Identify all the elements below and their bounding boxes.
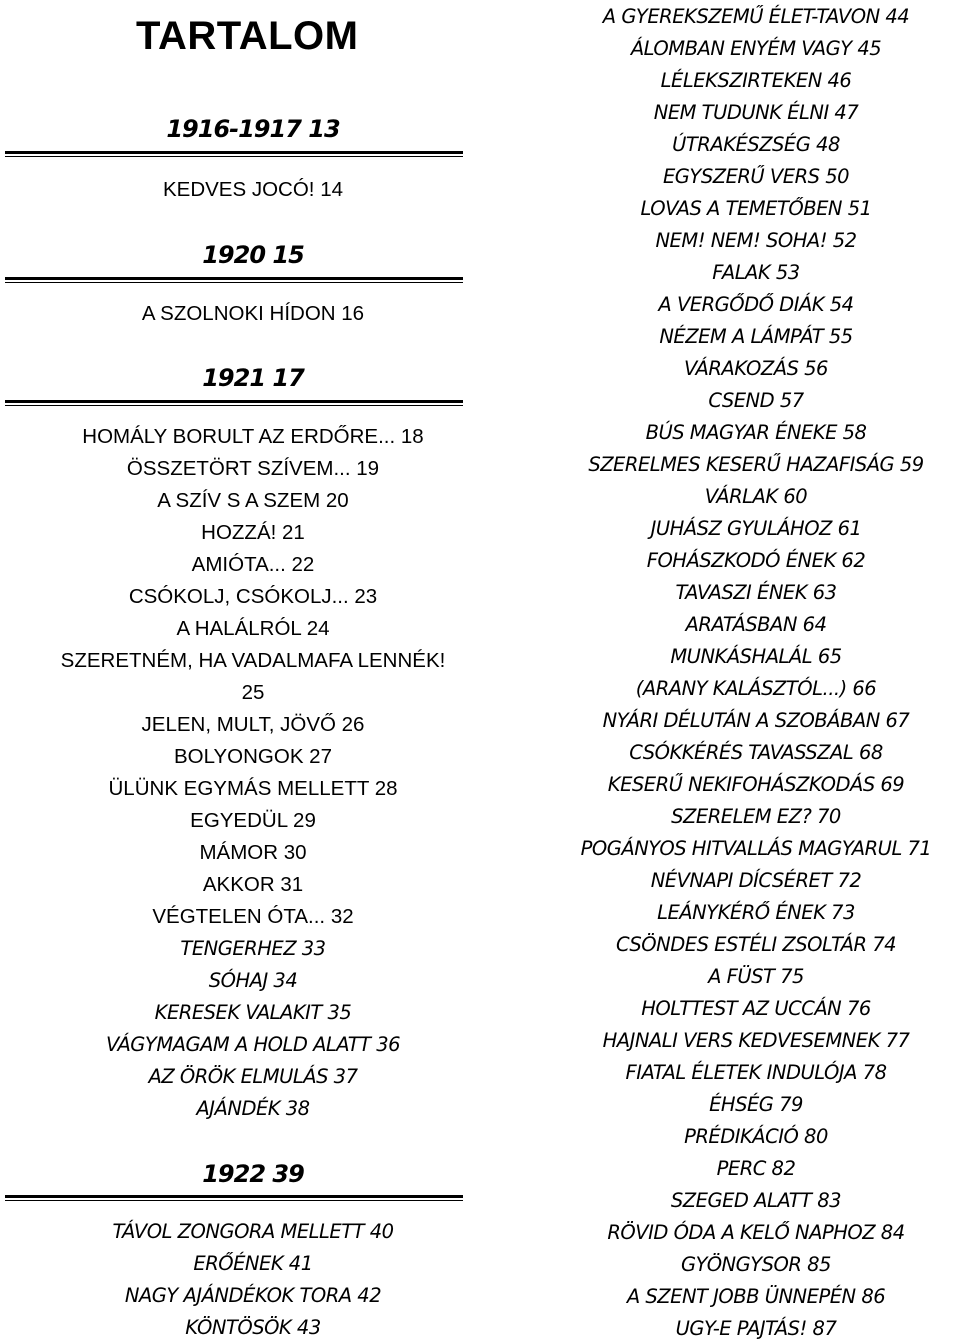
toc-entry: AJÁNDÉK 38 (196, 1097, 310, 1120)
section-rule (5, 400, 463, 404)
toc-entry: (ARANY KALÁSZTÓL...) 66 (635, 677, 877, 700)
page-title: TARTALOM (136, 14, 359, 58)
toc-entry: NÉVNAPI DÍCSÉRET 72 (650, 869, 862, 892)
toc-entry: AZ ÖRÖK ELMULÁS 37 (148, 1065, 358, 1088)
toc-entry: BOLYONGOK 27 (174, 745, 332, 768)
toc-entry: TENGERHEZ 33 (180, 937, 326, 960)
toc-entry: GYÖNGYSOR 85 (681, 1253, 831, 1276)
section-rule (5, 277, 463, 281)
toc-entry: HOLTTEST AZ UCCÁN 76 (641, 997, 871, 1020)
section-heading: 1920 15 (202, 241, 304, 269)
toc-entry: NÉZEM A LÁMPÁT 55 (659, 325, 853, 348)
toc-entry: FIATAL ÉLETEK INDULÓJA 78 (625, 1061, 887, 1084)
toc-entry: CSÓKKÉRÉS TAVASSZAL 68 (629, 741, 883, 764)
toc-entry: UGY-E PAJTÁS! 87 (675, 1317, 837, 1340)
toc-entry: HOMÁLY BORULT AZ ERDŐRE... 18 (82, 425, 424, 448)
toc-entry: KERESEK VALAKIT 35 (154, 1001, 352, 1024)
toc-entry: SÓHAJ 34 (208, 969, 298, 992)
toc-entry: VÁRLAK 60 (704, 485, 808, 508)
toc-entry: A SZOLNOKI HÍDON 16 (141, 302, 365, 325)
toc-entry: A HALÁLRÓL 24 (176, 617, 330, 640)
toc-entry: TAVASZI ÉNEK 63 (675, 581, 837, 604)
section-heading: 1922 39 (202, 1160, 304, 1188)
toc-entry: A SZÍV S A SZEM 20 (157, 489, 349, 512)
section-heading: 1916-1917 13 (166, 115, 340, 143)
toc-entry: KÖNTÖSÖK 43 (185, 1316, 321, 1339)
toc-entry: NYÁRI DÉLUTÁN A SZOBÁBAN 67 (602, 709, 910, 732)
toc-entry: A SZENT JOBB ÜNNEPÉN 86 (626, 1285, 886, 1308)
section-rule (5, 1195, 463, 1199)
section-heading: 1921 17 (202, 364, 304, 392)
toc-entry: POGÁNYOS HITVALLÁS MAGYARUL 71 (580, 837, 932, 860)
toc-entry: NEM! NEM! SOHA! 52 (655, 229, 857, 252)
toc-entry: ERŐÉNEK 41 (193, 1252, 313, 1275)
toc-entry: ÜLÜNK EGYMÁS MELLETT 28 (108, 777, 398, 800)
toc-entry: ÚTRAKÉSZSÉG 48 (672, 133, 840, 156)
toc-entry: KESERŰ NEKIFOHÁSZKODÁS 69 (607, 773, 905, 796)
toc-entry: A GYEREKSZEMŰ ÉLET-TAVON 44 (602, 5, 910, 28)
toc-entry: EGYEDÜL 29 (190, 809, 316, 832)
toc-entry: 25 (241, 681, 265, 704)
toc-entry: VÁGYMAGAM A HOLD ALATT 36 (105, 1033, 401, 1056)
toc-entry: MUNKÁSHALÁL 65 (670, 645, 842, 668)
toc-entry: ÉHSÉG 79 (709, 1093, 803, 1116)
toc-entry: MÁMOR 30 (199, 841, 307, 864)
toc-entry: NEM TUDUNK ÉLNI 47 (653, 101, 859, 124)
toc-entry: BÚS MAGYAR ÉNEKE 58 (645, 421, 867, 444)
toc-entry: ÁLOMBAN ENYÉM VAGY 45 (630, 37, 882, 60)
toc-entry: TÁVOL ZONGORA MELLETT 40 (112, 1220, 394, 1243)
section-rule (5, 151, 463, 155)
toc-entry: ÖSSZETÖRT SZÍVEM... 19 (126, 457, 380, 480)
toc-entry: RÖVID ÓDA A KELŐ NAPHOZ 84 (607, 1221, 905, 1244)
toc-entry: A FÜST 75 (708, 965, 804, 988)
toc-entry: FOHÁSZKODÓ ÉNEK 62 (646, 549, 866, 572)
toc-entry: ARATÁSBAN 64 (685, 613, 827, 636)
toc-entry: JUHÁSZ GYULÁHOZ 61 (650, 517, 862, 540)
toc-entry: KEDVES JOCÓ! 14 (162, 178, 343, 201)
toc-entry: PRÉDIKÁCIÓ 80 (684, 1125, 828, 1148)
toc-entry: SZERELMES KESERŰ HAZAFISÁG 59 (588, 453, 924, 476)
toc-entry: AMIÓTA... 22 (191, 553, 315, 576)
toc-entry: HAJNALI VERS KEDVESEMNEK 77 (602, 1029, 910, 1052)
toc-entry: CSÓKOLJ, CSÓKOLJ... 23 (128, 585, 378, 608)
toc-entry: LOVAS A TEMETŐBEN 51 (640, 197, 872, 220)
toc-entry: FALAK 53 (712, 261, 800, 284)
toc-entry: HOZZÁ! 21 (201, 521, 305, 544)
toc-entry: CSEND 57 (708, 389, 804, 412)
toc-entry: NAGY AJÁNDÉKOK TORA 42 (124, 1284, 382, 1307)
toc-entry: SZERELEM EZ? 70 (671, 805, 841, 828)
toc-entry: LEÁNYKÉRŐ ÉNEK 73 (657, 901, 855, 924)
toc-entry: AKKOR 31 (202, 873, 304, 896)
toc-entry: VÁRAKOZÁS 56 (684, 357, 828, 380)
toc-entry: A VERGŐDŐ DIÁK 54 (658, 293, 854, 316)
toc-entry: SZERETNÉM, HA VADALMAFA LENNÉK! (60, 649, 446, 672)
toc-entry: CSÖNDES ESTÉLI ZSOLTÁR 74 (615, 933, 897, 956)
toc-entry: VÉGTELEN ÓTA... 32 (152, 905, 354, 928)
toc-entry: LÉLEKSZIRTEKEN 46 (660, 69, 852, 92)
toc-entry: JELEN, MULT, JÖVŐ 26 (141, 713, 365, 736)
toc-entry: SZEGED ALATT 83 (670, 1189, 842, 1212)
toc-entry: EGYSZERŰ VERS 50 (662, 165, 850, 188)
toc-entry: PERC 82 (716, 1157, 796, 1180)
